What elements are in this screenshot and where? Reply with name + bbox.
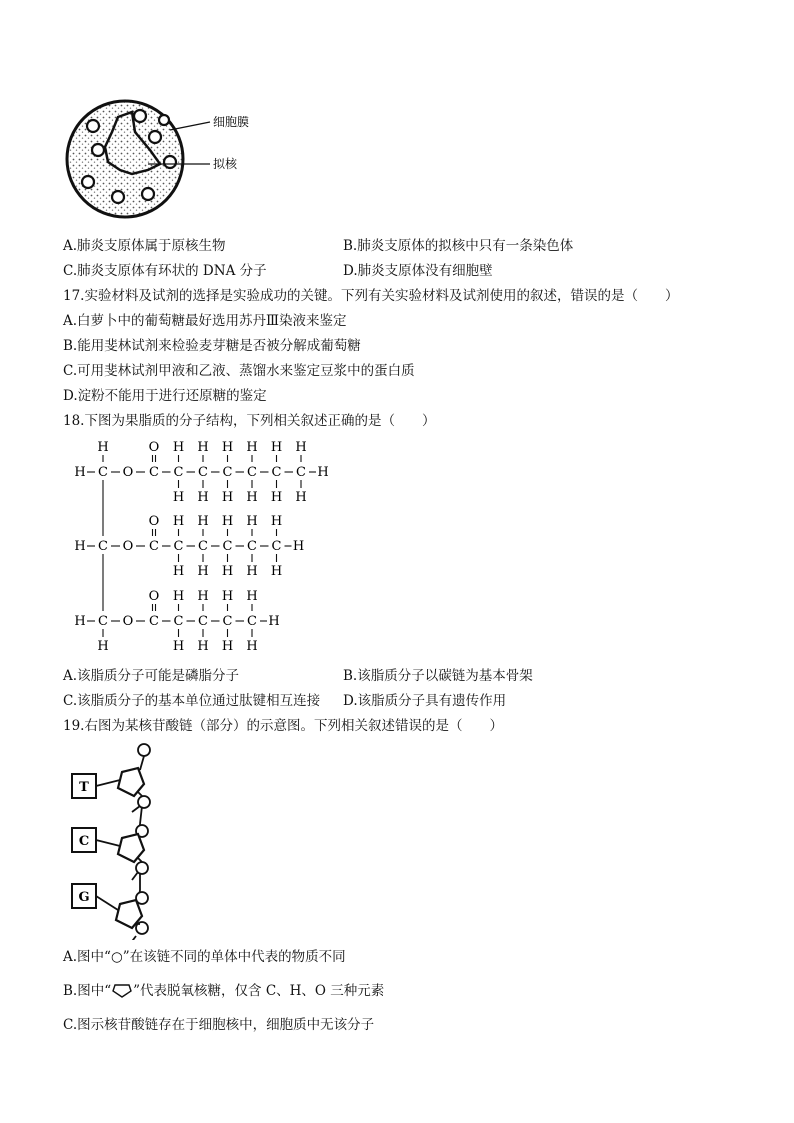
base-label-t: T [79,780,89,795]
phosphate-circle [138,796,150,808]
pentagon-icon [111,982,133,998]
atom-h: H [221,440,234,455]
atom-h: H [74,539,86,554]
atom-c: C [198,465,208,480]
atom-h: H [246,639,258,654]
atom-c: C [247,465,257,480]
atom-c: C [173,465,184,480]
atom-c: C [198,539,208,554]
atom-h: H [268,614,280,629]
atom-c: C [296,465,306,480]
atom-h: H [246,514,258,529]
q19-option-a: A.图中“○”在该链不同的单体中代表的物质不同 [63,949,346,965]
phosphate-circle [138,744,150,756]
atom-h: H [172,440,185,455]
q16-option-a: A.肺炎支原体属于原核生物 [63,238,226,254]
atom-c: C [222,539,233,554]
atom-h: H [295,490,307,505]
atom-o: O [122,465,134,480]
q16-option-c: C.肺炎支原体有环状的 DNA 分子 [63,263,267,279]
nucleoid-label: 拟核 [213,157,238,171]
atom-o: O [148,514,160,529]
atom-c: C [247,614,257,629]
atom-c: C [98,465,108,480]
atom-c: C [173,539,184,554]
atom-c: C [198,614,208,629]
atom-h: H [172,514,185,529]
atom-h: H [197,639,209,654]
atom-o: O [122,539,134,554]
atom-c: C [149,539,159,554]
q19-option-b-suffix: ”代表脱氧核糖，仅含 C、H、O 三种元素 [133,983,385,999]
atom-h: H [197,440,209,455]
atom-c: C [98,614,108,629]
atom-h: H [246,490,258,505]
triglyceride-structure-figure [70,432,360,664]
q17-stem: 17.实验材料及试剂的选择是实验成功的关键。下列有关实验材料及试剂使用的叙述，错误的是（ ） [63,288,679,304]
q18-option-c: C.该脂质分子的基本单位通过肽键相互连接 [63,693,321,709]
mycoplasma-cell-figure [60,92,290,227]
q17-option-c: C.可用斐林试剂甲液和乙液、蒸馏水来鉴定豆浆中的蛋白质 [63,363,415,379]
q16-option-b: B.肺炎支原体的拟核中只有一条染色体 [343,238,574,254]
atom-h: H [74,465,86,480]
atom-h: H [97,639,109,654]
atom-h: H [97,440,109,455]
atom-o: O [148,440,160,455]
atom-c: C [98,539,108,554]
atom-o: O [148,589,160,604]
atom-c: C [173,614,184,629]
atom-h: H [295,440,307,455]
atom-c: C [247,539,257,554]
q18-stem: 18.下图为果脂质的分子结构，下列相关叙述正确的是（ ） [63,413,436,429]
atom-c: C [222,614,233,629]
atom-h: H [197,490,209,505]
atom-h: H [197,564,209,579]
q17-option-d: D.淀粉不能用于进行还原糖的鉴定 [63,388,267,404]
atom-c: C [271,539,282,554]
atom-h: H [221,639,234,654]
base-label-c: C [78,834,90,849]
atom-h: H [317,465,329,480]
atom-h: H [74,614,86,629]
q16-option-d: D.肺炎支原体没有细胞壁 [343,263,493,279]
q19-option-b-prefix: B.图中“ [63,983,112,999]
atom-h: H [221,564,234,579]
deoxyribose-pentagon [118,768,144,796]
base-label-g: G [78,890,90,905]
membrane-label: 细胞膜 [213,115,250,129]
atom-h: H [270,440,283,455]
atom-h: H [172,589,185,604]
atom-c: C [271,465,282,480]
deoxyribose-pentagon [118,834,144,862]
atom-h: H [270,490,283,505]
atom-h: H [172,564,185,579]
nucleotide-chain-figure [62,740,172,940]
atom-h: H [246,589,258,604]
atom-h: H [221,589,234,604]
atom-c: C [149,465,159,480]
atom-h: H [270,564,283,579]
q19-option-c: C.图示核苷酸链存在于细胞核中，细胞质中无该分子 [63,1017,375,1033]
atom-h: H [221,490,234,505]
atom-h: H [221,514,234,529]
phosphate-circle [136,862,148,874]
atom-h: H [197,589,209,604]
atom-h: H [246,564,258,579]
atom-h: H [172,490,185,505]
atom-c: C [222,465,233,480]
q17-option-a: A.白萝卜中的葡萄糖最好选用苏丹Ⅲ染液来鉴定 [63,313,347,329]
atom-h: H [197,514,209,529]
atom-c: C [149,614,159,629]
atom-h: H [172,639,185,654]
atom-h: H [270,514,283,529]
atom-o: O [122,614,134,629]
q19-option-b [63,982,384,1000]
atom-h: H [292,539,305,554]
q17-option-b: B.能用斐林试剂来检验麦芽糖是否被分解成葡萄糖 [63,338,361,354]
q18-option-a: A.该脂质分子可能是磷脂分子 [63,668,240,684]
q18-option-d: D.该脂质分子具有遗传作用 [343,693,507,709]
q19-stem: 19.右图为某核苷酸链（部分）的示意图。下列相关叙述错误的是（ ） [63,718,503,734]
q18-option-b: B.该脂质分子以碳链为基本骨架 [343,668,533,684]
atom-h: H [246,440,258,455]
